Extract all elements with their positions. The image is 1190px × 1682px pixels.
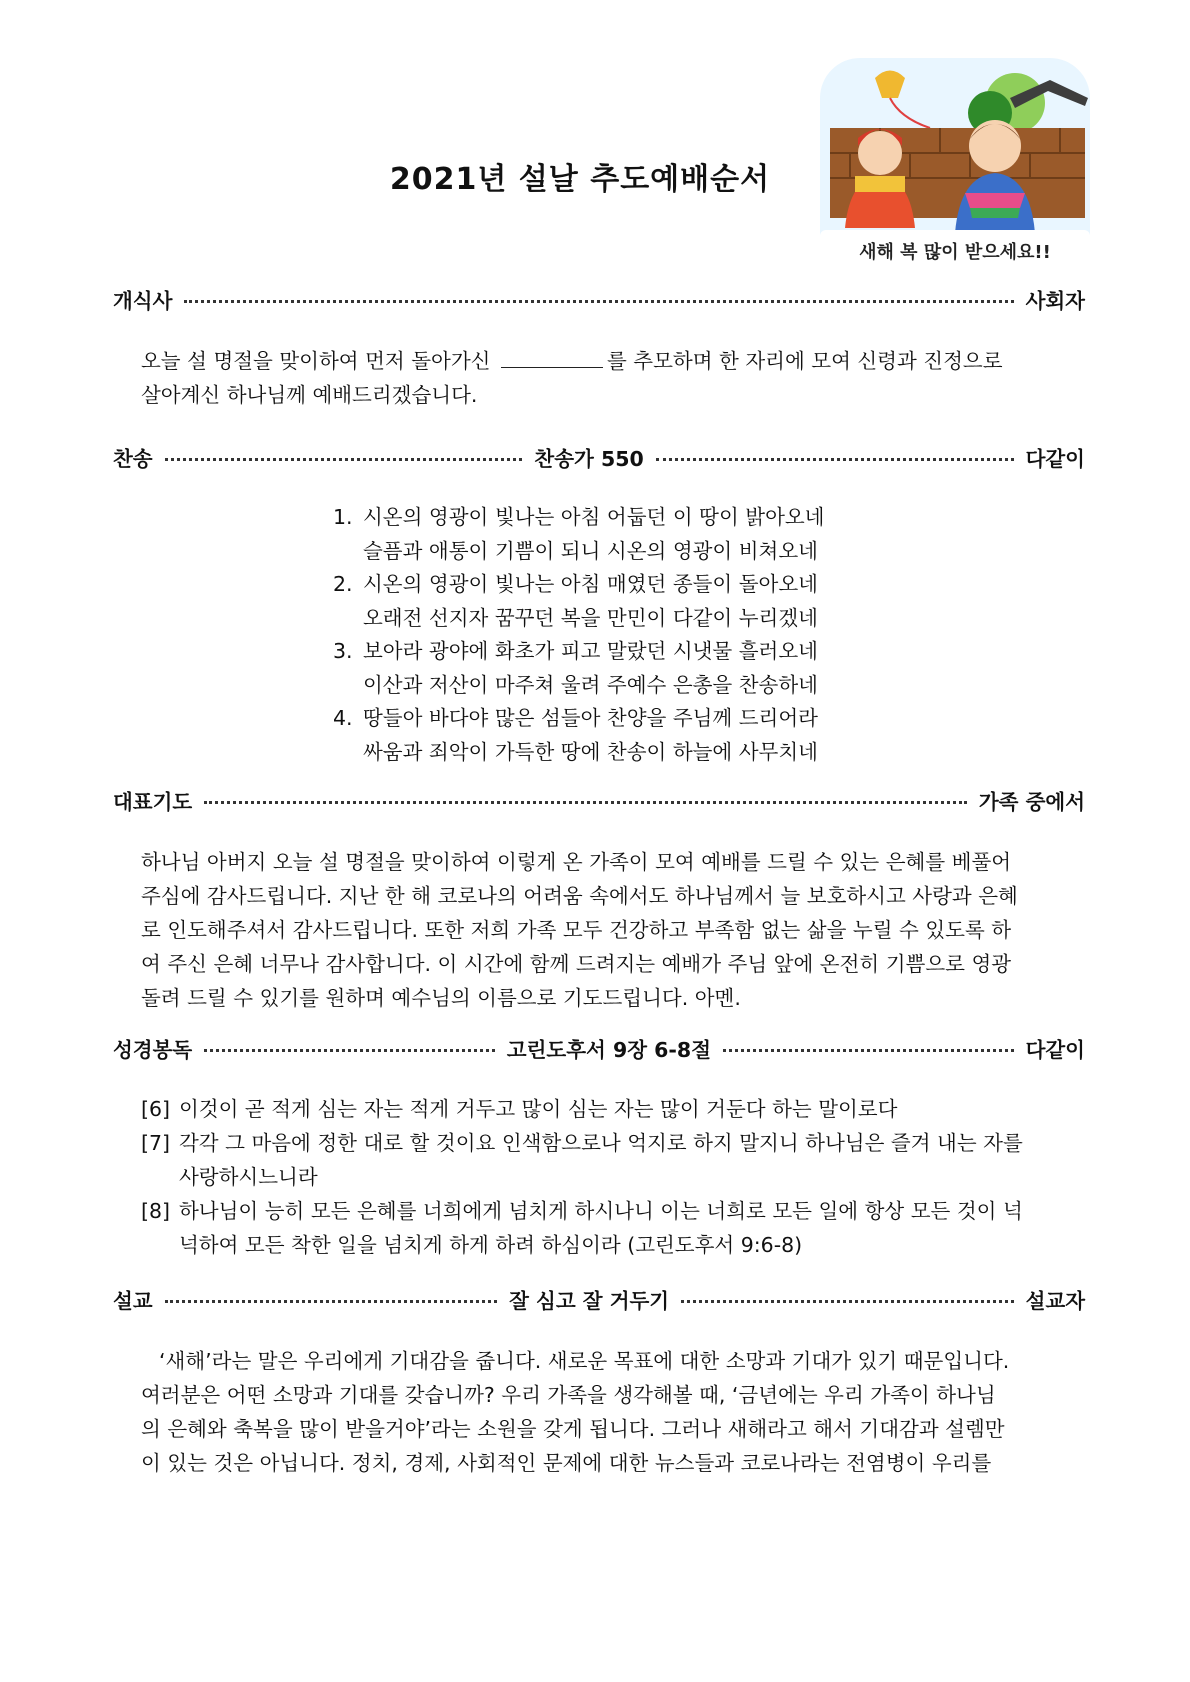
new-year-illustration [820,58,1090,273]
opening-text-part: 오늘 설 명절을 맞이하여 먼저 돌아가신 [141,349,491,373]
scripture-verse [141,1194,1061,1262]
illustration-caption: 새해 복 많이 받으세요!! [859,242,1051,263]
prayer-line: 돌려 드릴 수 있기를 원하며 예수님의 이름으로 기도드립니다. 아멘. [141,986,741,1010]
hymn-lyrics [333,501,893,769]
verse-number: 1. [333,505,353,529]
verse-number: 2. [333,572,353,596]
lyric-text: 시온의 영광이 빛나는 아침 어둡던 이 땅이 밝아오네 [363,505,825,529]
prayer-text [141,845,1046,1015]
sermon-line: ‘새해’라는 말은 우리에게 기대감을 줍니다. 새로운 목표에 대한 소망과 기대가 있기 때문입니다. [159,1349,1010,1373]
lyric-text: 슬픔과 애통이 기쁨이 되니 시온의 영광이 비쳐오네 [363,538,818,563]
verse-text: 하나님이 능히 모든 은혜를 너희에게 넘치게 하시나니 이는 너희로 모든 일에 항상 모든 것이 넉 [179,1199,1023,1223]
hymn-line [333,602,893,636]
boy-sleeves-stripe [970,208,1020,218]
name-blank [501,349,603,368]
leader-dots [165,458,523,461]
boy-face [969,120,1021,172]
prayer-line: 여 주신 은혜 너무나 감사합니다. 이 시간에 함께 드려지는 예배가 주님 앞에 온전히 기쁨으로 영광 [141,952,1012,976]
opening-text [141,344,1046,412]
verse-text: 넉하여 모든 착한 일을 넘치게 하게 하려 하심이라 (고린도후서 9:6-8) [179,1233,803,1257]
hymn-line [333,535,893,569]
section-role: 설교자 [1025,1289,1086,1313]
leader-dots [204,1049,495,1052]
scripture-verses [141,1092,1061,1262]
opening-line: 살아계신 하나님께 예배드리겠습니다. [141,383,478,407]
section-heading-scripture [113,1032,1085,1064]
leader-dots [723,1049,1014,1052]
hymn-number: 찬송가 550 [534,447,644,471]
boy-sleeves [965,193,1025,208]
lyric-text: 싸움과 죄악이 가득한 땅에 찬송이 하늘에 사무치네 [363,739,818,764]
sermon-text [141,1344,1046,1480]
hymn-line [333,635,893,669]
lyric-text: 이산과 저산이 마주쳐 울려 주예수 은총을 찬송하네 [363,672,818,697]
verse-number: 3. [333,639,353,663]
hymn-line [333,736,893,770]
leader-dots [165,1300,497,1303]
prayer-line: 로 인도해주셔서 감사드립니다. 또한 저희 가족 모두 건강하고 부족함 없는 삶을 누릴 수 있도록 하 [141,918,1012,942]
page-title: 2021년 설날 추도예배순서 [389,162,771,197]
verse-text: 사랑하시느니라 [179,1165,318,1189]
hymn-line [333,501,893,535]
section-role: 다같이 [1025,447,1085,471]
verse-number: [6] [141,1097,171,1121]
new-year-illustration-svg [820,58,1090,273]
sermon-line: 의 은혜와 축복을 많이 받을거야’라는 소원을 갖게 됩니다. 그러나 새해라고 해서 기대감과 설렘만 [141,1417,1005,1441]
sermon-line: 이 있는 것은 아닙니다. 정치, 경제, 사회적인 문제에 대한 뉴스들과 코로나라는 전염병이 우리를 [141,1451,992,1475]
leader-dots [184,300,1013,303]
sermon-line: 여러분은 어떤 소망과 기대를 갖습니까? 우리 가족을 생각해볼 때, ‘금년에는 우리 가족이 하나님 [141,1383,996,1407]
prayer-line: 주심에 감사드립니다. 지난 한 해 코로나의 어려움 속에서도 하나님께서 늘 보호하시고 사랑과 은혜 [141,884,1018,908]
lyric-text: 오래전 선지자 꿈꾸던 복을 만민이 다같이 누리겠네 [363,605,818,630]
section-role: 다같이 [1025,1038,1085,1062]
girl-top [855,176,905,192]
section-heading-opening [113,283,1085,315]
lyric-text: 보아라 광야에 화초가 피고 말랐던 시냇물 흘러오네 [363,639,818,663]
section-heading-prayer [113,784,1085,816]
verse-number: [8] [141,1199,171,1223]
sermon-title: 잘 심고 잘 거두기 [509,1289,670,1313]
opening-text-part: 를 추모하며 한 자리에 모여 신령과 진정으로 [606,349,1003,373]
section-role: 가족 중에서 [978,790,1085,814]
lyric-text: 땅들아 바다야 많은 섬들아 찬양을 주님께 드리어라 [363,706,818,730]
section-label: 설교 [113,1289,153,1313]
scripture-verse [141,1092,1061,1126]
scripture-reference: 고린도후서 9장 6-8절 [506,1038,711,1062]
opening-line [141,344,1046,378]
section-label: 성경봉독 [113,1038,193,1062]
section-label: 개식사 [113,289,173,313]
leader-dots [204,801,967,804]
verse-number: [7] [141,1131,171,1155]
leader-dots [681,1300,1013,1303]
section-heading-sermon [113,1283,1085,1315]
lyric-text: 시온의 영광이 빛나는 아침 매였던 종들이 돌아오네 [363,572,818,596]
verse-text: 이것이 곧 적게 심는 자는 적게 거두고 많이 심는 자는 많이 거둔다 하는 말이로다 [179,1097,898,1121]
leader-dots [656,458,1014,461]
girl-face [858,131,902,175]
hymn-line [333,669,893,703]
prayer-line: 하나님 아버지 오늘 설 명절을 맞이하여 이렇게 온 가족이 모여 예배를 드릴 수 있는 은혜를 베풀어 [141,850,1012,874]
section-label: 찬송 [113,447,153,471]
section-heading-hymn [113,441,1085,473]
scripture-verse [141,1126,1061,1194]
verse-number: 4. [333,706,353,730]
hymn-line [333,568,893,602]
section-label: 대표기도 [113,790,193,814]
hymn-line [333,702,893,736]
verse-text: 각각 그 마음에 정한 대로 할 것이요 인색함으로나 억지로 하지 말지니 하나님은 즐겨 내는 자를 [179,1131,1023,1155]
section-role: 사회자 [1025,289,1085,313]
